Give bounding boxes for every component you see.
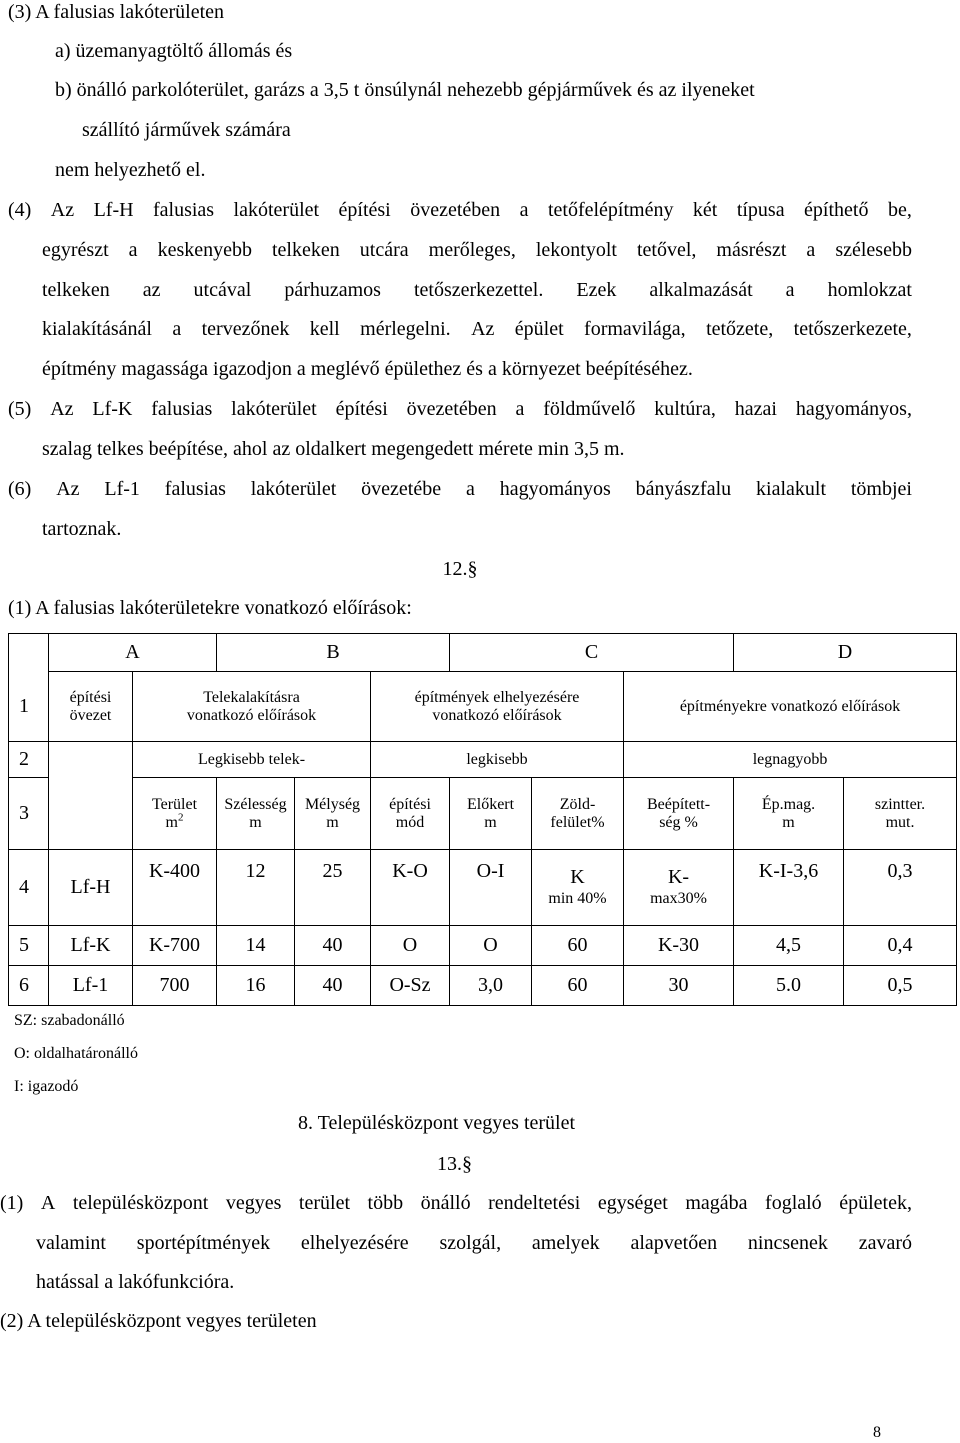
column-letter: C	[450, 634, 734, 672]
table-row-2	[9, 742, 957, 778]
word: falusias	[164, 478, 226, 500]
word: (5)	[8, 398, 32, 420]
word: Lf-H	[93, 199, 134, 221]
table-row-6	[9, 966, 957, 1006]
word: bányászfalu	[635, 478, 732, 500]
table-cell: K-30	[624, 926, 734, 966]
table-cell: 60	[532, 966, 624, 1006]
word: hagyományos	[499, 478, 611, 500]
legend-item: SZ: szabadonálló	[14, 1012, 125, 1029]
unit-text: m	[249, 813, 262, 831]
word: Az	[56, 478, 80, 500]
table-cell: O	[371, 926, 450, 966]
table-row-letters	[9, 634, 957, 672]
cell-text: építmények elhelyezésére	[414, 688, 580, 706]
cell-text: építményekre vonatkozó előírások	[624, 672, 957, 742]
unit-text: felület%	[550, 813, 605, 831]
para-3-item-b-line1: b) önálló parkolóterület, garázs a 3,5 t önsúlynál nehezebb gépjárművek és az ilyeneket	[55, 79, 755, 101]
table-row-5	[9, 926, 957, 966]
word: tetővel,	[636, 239, 697, 261]
word: terület	[298, 1192, 351, 1214]
para-3-tail: nem helyezhető el.	[55, 159, 206, 181]
table-cell: K-	[667, 866, 690, 888]
column-header: Szélesség	[224, 795, 287, 813]
word: (1)	[0, 1192, 24, 1214]
word: két	[692, 199, 718, 221]
word: kell	[309, 318, 340, 340]
word: épület	[514, 318, 564, 340]
word: rendeltetési	[488, 1192, 581, 1214]
word: A	[40, 1192, 56, 1214]
word: alapvetően	[630, 1232, 718, 1254]
word: szolgál,	[439, 1232, 502, 1254]
word: Ezek	[576, 279, 617, 301]
word: a	[785, 279, 795, 301]
table-cell: 30	[624, 966, 734, 1006]
word: falusias	[151, 398, 213, 420]
column-header: építési	[389, 795, 431, 813]
cell-text: Telekalakításra	[203, 688, 300, 706]
column-header: Mélység	[304, 795, 361, 813]
unit-text: ség %	[659, 813, 698, 831]
column-header: Terület	[151, 795, 198, 813]
zone-cell: Lf-1	[49, 966, 133, 1006]
word: (4)	[8, 199, 32, 221]
table-cell: K	[570, 866, 585, 888]
word: nincsenek	[747, 1232, 828, 1254]
para-6-line1	[8, 477, 912, 501]
word: tömbjei	[850, 478, 912, 500]
para-4-line4	[42, 317, 912, 341]
word: a	[128, 239, 138, 261]
table-cell: 0,5	[844, 966, 957, 1006]
word: merőleges,	[428, 239, 516, 261]
table-row-4	[9, 850, 957, 926]
table-cell: 4,5	[734, 926, 844, 966]
word: alkalmazását	[649, 279, 753, 301]
table-cell: 0,4	[844, 926, 957, 966]
section-13-heading: 13.§	[437, 1153, 472, 1175]
word: a	[465, 478, 475, 500]
word: településközpont	[72, 1192, 209, 1214]
row-number: 3	[9, 778, 49, 850]
word: Lf-1	[104, 478, 140, 500]
chapter-8-heading: 8. Településközpont vegyes terület	[298, 1112, 576, 1134]
para-4-line2	[42, 238, 912, 262]
table-cell: K-400	[133, 850, 217, 926]
word: foglaló	[765, 1192, 822, 1214]
word: valamint	[36, 1232, 106, 1254]
column-header: szintter.	[874, 795, 926, 813]
table-cell: K-I-3,6	[734, 850, 844, 926]
section-12-para-1: (1) A falusias lakóterületekre vonatkozó előírások:	[8, 597, 412, 619]
section-13-para-1-line2	[36, 1231, 912, 1255]
section-13-para-1-line1	[0, 1191, 912, 1215]
table-cell: 60	[532, 926, 624, 966]
zone-cell: Lf-K	[49, 926, 133, 966]
word: lakóterület	[233, 199, 320, 221]
legend-item: O: oldalhatáronálló	[14, 1045, 138, 1062]
table-cell: 16	[217, 966, 295, 1006]
table-cell: max30%	[650, 890, 707, 907]
para-6-line2: tartoznak.	[42, 518, 122, 540]
section-12-heading: 12.§	[442, 558, 478, 580]
word: Lf-K	[92, 398, 133, 420]
column-letter: D	[734, 634, 957, 672]
table-cell: O-I	[450, 850, 532, 926]
table-cell: 25	[295, 850, 371, 926]
word: formavilága,	[584, 318, 686, 340]
word: a	[519, 199, 529, 221]
column-header: Előkert	[466, 795, 515, 813]
table-cell: 0,3	[844, 850, 957, 926]
unit-text: m	[782, 813, 795, 831]
section-13-para-2: (2) A településközpont vegyes területen	[0, 1310, 317, 1332]
word: telkeken	[42, 279, 110, 301]
word: homlokzat	[827, 279, 912, 301]
unit-text: mód	[395, 813, 425, 831]
column-header: Ép.mag.	[761, 795, 816, 813]
word: utcával	[193, 279, 252, 301]
column-letter: B	[217, 634, 450, 672]
unit-text: mut.	[885, 813, 915, 831]
word: építési	[338, 199, 391, 221]
word: több	[367, 1192, 404, 1214]
word: a	[515, 398, 525, 420]
word: utcára	[359, 239, 409, 261]
word: tetőfelépítmény	[547, 199, 674, 221]
column-letter: A	[49, 634, 217, 672]
word: be,	[887, 199, 912, 221]
word: övezetében	[410, 199, 501, 221]
word: övezetébe	[361, 478, 442, 500]
word: tetőzete,	[706, 318, 774, 340]
cell-text: építési	[69, 688, 112, 706]
table-row-1	[9, 672, 957, 742]
table-cell: 700	[133, 966, 217, 1006]
word: építési	[335, 398, 388, 420]
cell-text: legnagyobb	[624, 742, 957, 778]
word: egyrészt	[42, 239, 109, 261]
word: kialakult	[756, 478, 826, 500]
word: típusa	[736, 199, 785, 221]
row-number: 2	[9, 742, 49, 778]
table-row-3	[9, 778, 957, 850]
table-cell: K-700	[133, 926, 217, 966]
legend-item: I: igazodó	[14, 1078, 79, 1095]
word: tetőszerkezete,	[793, 318, 912, 340]
column-header: Beépített-	[646, 795, 711, 813]
table-cell: K-O	[371, 850, 450, 926]
superscript: 2	[177, 811, 184, 824]
cell-text: legkisebb	[371, 742, 624, 778]
row-number: 1	[9, 672, 49, 742]
para-4-line3	[42, 278, 912, 302]
word: kultúra,	[654, 398, 716, 420]
para-3-heading: (3) A falusias lakóterületen	[8, 1, 225, 23]
word: (6)	[8, 478, 32, 500]
row-number: 6	[9, 966, 49, 1006]
row-number: 4	[9, 850, 49, 926]
zone-cell: Lf-H	[49, 850, 133, 926]
word: Az	[50, 398, 74, 420]
word: párhuzamos	[284, 279, 381, 301]
table-cell: 12	[217, 850, 295, 926]
word: földművelő	[543, 398, 636, 420]
word: kialakításánál	[42, 318, 152, 340]
unit-text: m	[165, 813, 178, 831]
para-3-item-a: a) üzemanyagtöltő állomás és	[55, 40, 293, 62]
word: vegyes	[225, 1192, 282, 1214]
word: az	[142, 279, 161, 301]
table-cell: 40	[295, 966, 371, 1006]
para-5-line2: szalag telkes beépítése, ahol az oldalkert megengedett mérete min 3,5 m.	[42, 438, 625, 460]
word: amelyek	[531, 1232, 600, 1254]
word: telkeken	[272, 239, 340, 261]
word: tetőszerkezettel.	[413, 279, 544, 301]
word: mérlegelni.	[360, 318, 451, 340]
word: zavaró	[858, 1232, 912, 1254]
word: elhelyezésére	[300, 1232, 409, 1254]
word: egységet	[597, 1192, 668, 1214]
section-13-para-1-line3: hatással a lakófunkcióra.	[36, 1271, 235, 1293]
table-cell: 3,0	[450, 966, 532, 1006]
word: szélesebb	[835, 239, 912, 261]
cell-text: vonatkozó előírások	[186, 706, 317, 724]
table-cell: 5.0	[734, 966, 844, 1006]
table-cell: O-Sz	[371, 966, 450, 1006]
word: övezetében	[406, 398, 497, 420]
para-5-line1	[8, 397, 912, 421]
table-cell: min 40%	[548, 890, 607, 907]
unit-text: m	[326, 813, 339, 831]
word: magába	[685, 1192, 748, 1214]
word: sportépítmények	[136, 1232, 271, 1254]
word: falusias	[153, 199, 215, 221]
word: lakóterület	[250, 478, 337, 500]
word: a	[172, 318, 182, 340]
table-cell: O	[450, 926, 532, 966]
row-number: 5	[9, 926, 49, 966]
regulations-table	[8, 633, 957, 1006]
cell-text: vonatkozó előírások	[432, 706, 562, 724]
word: a	[806, 239, 816, 261]
word: önálló	[420, 1192, 471, 1214]
word: keskenyebb	[157, 239, 252, 261]
para-4-line1	[8, 198, 912, 222]
word: hazai	[734, 398, 777, 420]
table-cell: 14	[217, 926, 295, 966]
word: lekontyolt	[535, 239, 617, 261]
word: másrészt	[716, 239, 787, 261]
word: tervezőnek	[201, 318, 290, 340]
cell-text: övezet	[69, 706, 112, 724]
para-4-line5: építmény magassága igazodjon a meglévő épülethez és a környezet beépítéséhez.	[42, 358, 693, 380]
cell-text: Legkisebb telek-	[133, 742, 371, 778]
word: Az	[50, 199, 75, 221]
column-header: Zöld-	[559, 795, 596, 813]
word: Az	[471, 318, 495, 340]
word: lakóterület	[231, 398, 317, 420]
unit-text: m	[484, 813, 497, 831]
para-3-item-b-line2: szállító járművek számára	[82, 119, 291, 141]
word: épületek,	[839, 1192, 912, 1214]
word: építhető	[804, 199, 869, 221]
word: hagyományos,	[795, 398, 912, 420]
page-number: 8	[873, 1424, 881, 1441]
table-cell: 40	[295, 926, 371, 966]
